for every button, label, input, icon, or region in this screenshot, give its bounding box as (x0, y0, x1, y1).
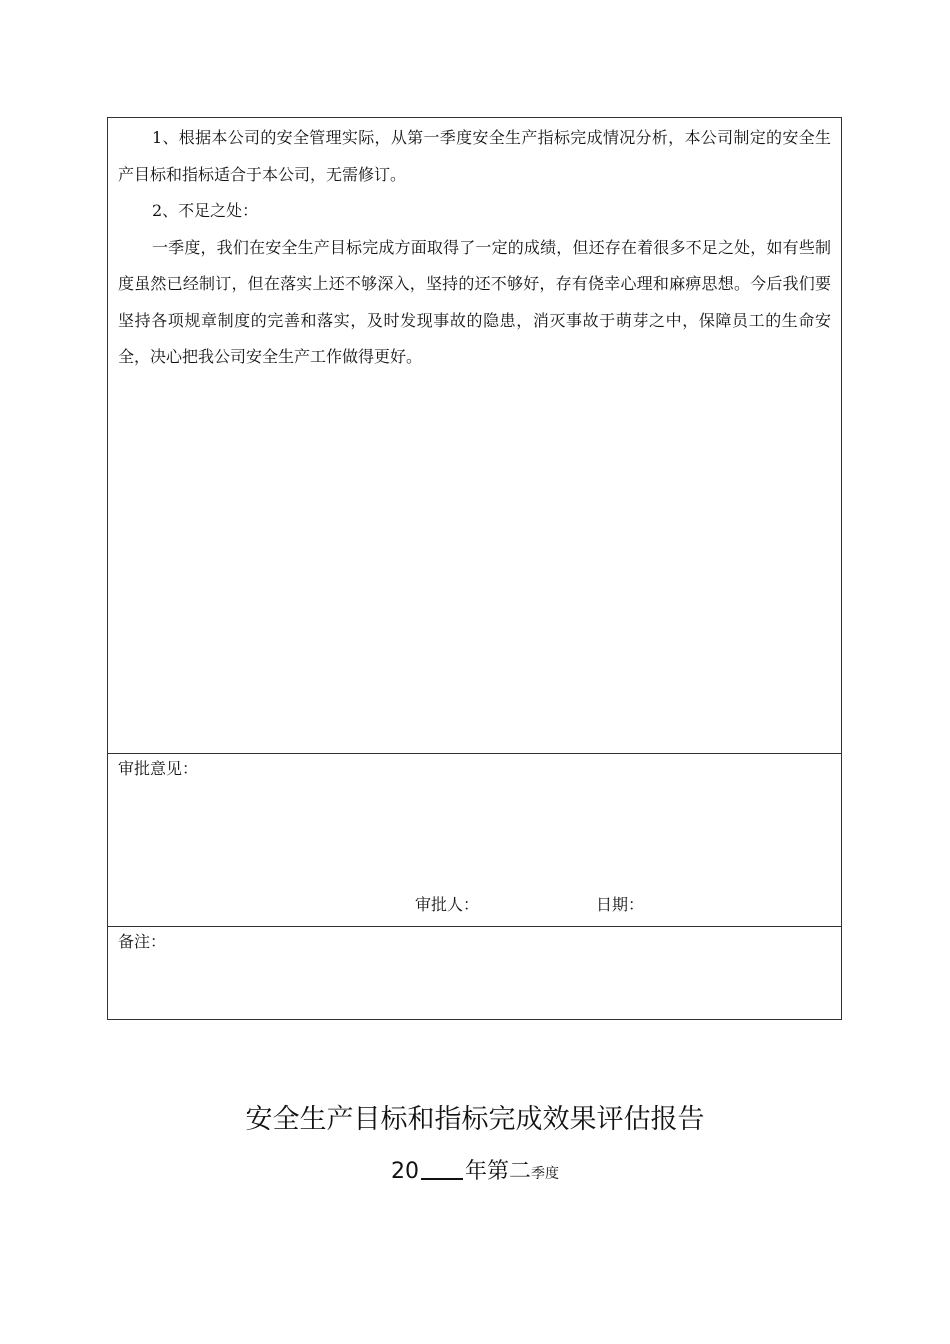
year-suffix: 年第二 (464, 1159, 531, 1184)
remarks-label: 备注： (118, 932, 167, 951)
report-subtitle (0, 1154, 950, 1192)
approver-label: 审批人： (415, 895, 480, 914)
approval-opinion-label: 审批意见： (118, 759, 199, 778)
report-content-cell (108, 118, 841, 754)
report-title: 安全生产目标和指标完成效果评估报告 (245, 1104, 705, 1135)
remarks-cell (108, 927, 841, 1021)
quarter-word: 季度 (531, 1166, 559, 1182)
report-table (107, 117, 842, 1020)
paragraph-shortcomings-heading: 2、不足之处： (152, 201, 259, 220)
approval-cell (108, 754, 841, 927)
paragraph-shortcomings: 一季度，我们在安全生产目标完成方面取得了一定的成绩，但还存在着很多不足之处，如有些制度虽然已经制订，但在落实上还不够深入，坚持的还不够好，存有侥幸心理和麻痹思想。今后我们要坚持各项规章制度的完善和落实，及时发现事故的隐患，消灭事故于萌芽之中，保障员工的生命安全，决心把我公司安全生产工作做得更好。 (118, 237, 831, 366)
report-body (108, 118, 841, 376)
paragraph-revision: 1、根据本公司的安全管理实际，从第一季度安全生产指标完成情况分析，本公司制定的安全生产目标和指标适合于本公司，无需修订。 (118, 128, 831, 184)
year-prefix: 20 (390, 1159, 419, 1184)
year-blank (421, 1158, 463, 1180)
date-label: 日期： (596, 895, 645, 914)
